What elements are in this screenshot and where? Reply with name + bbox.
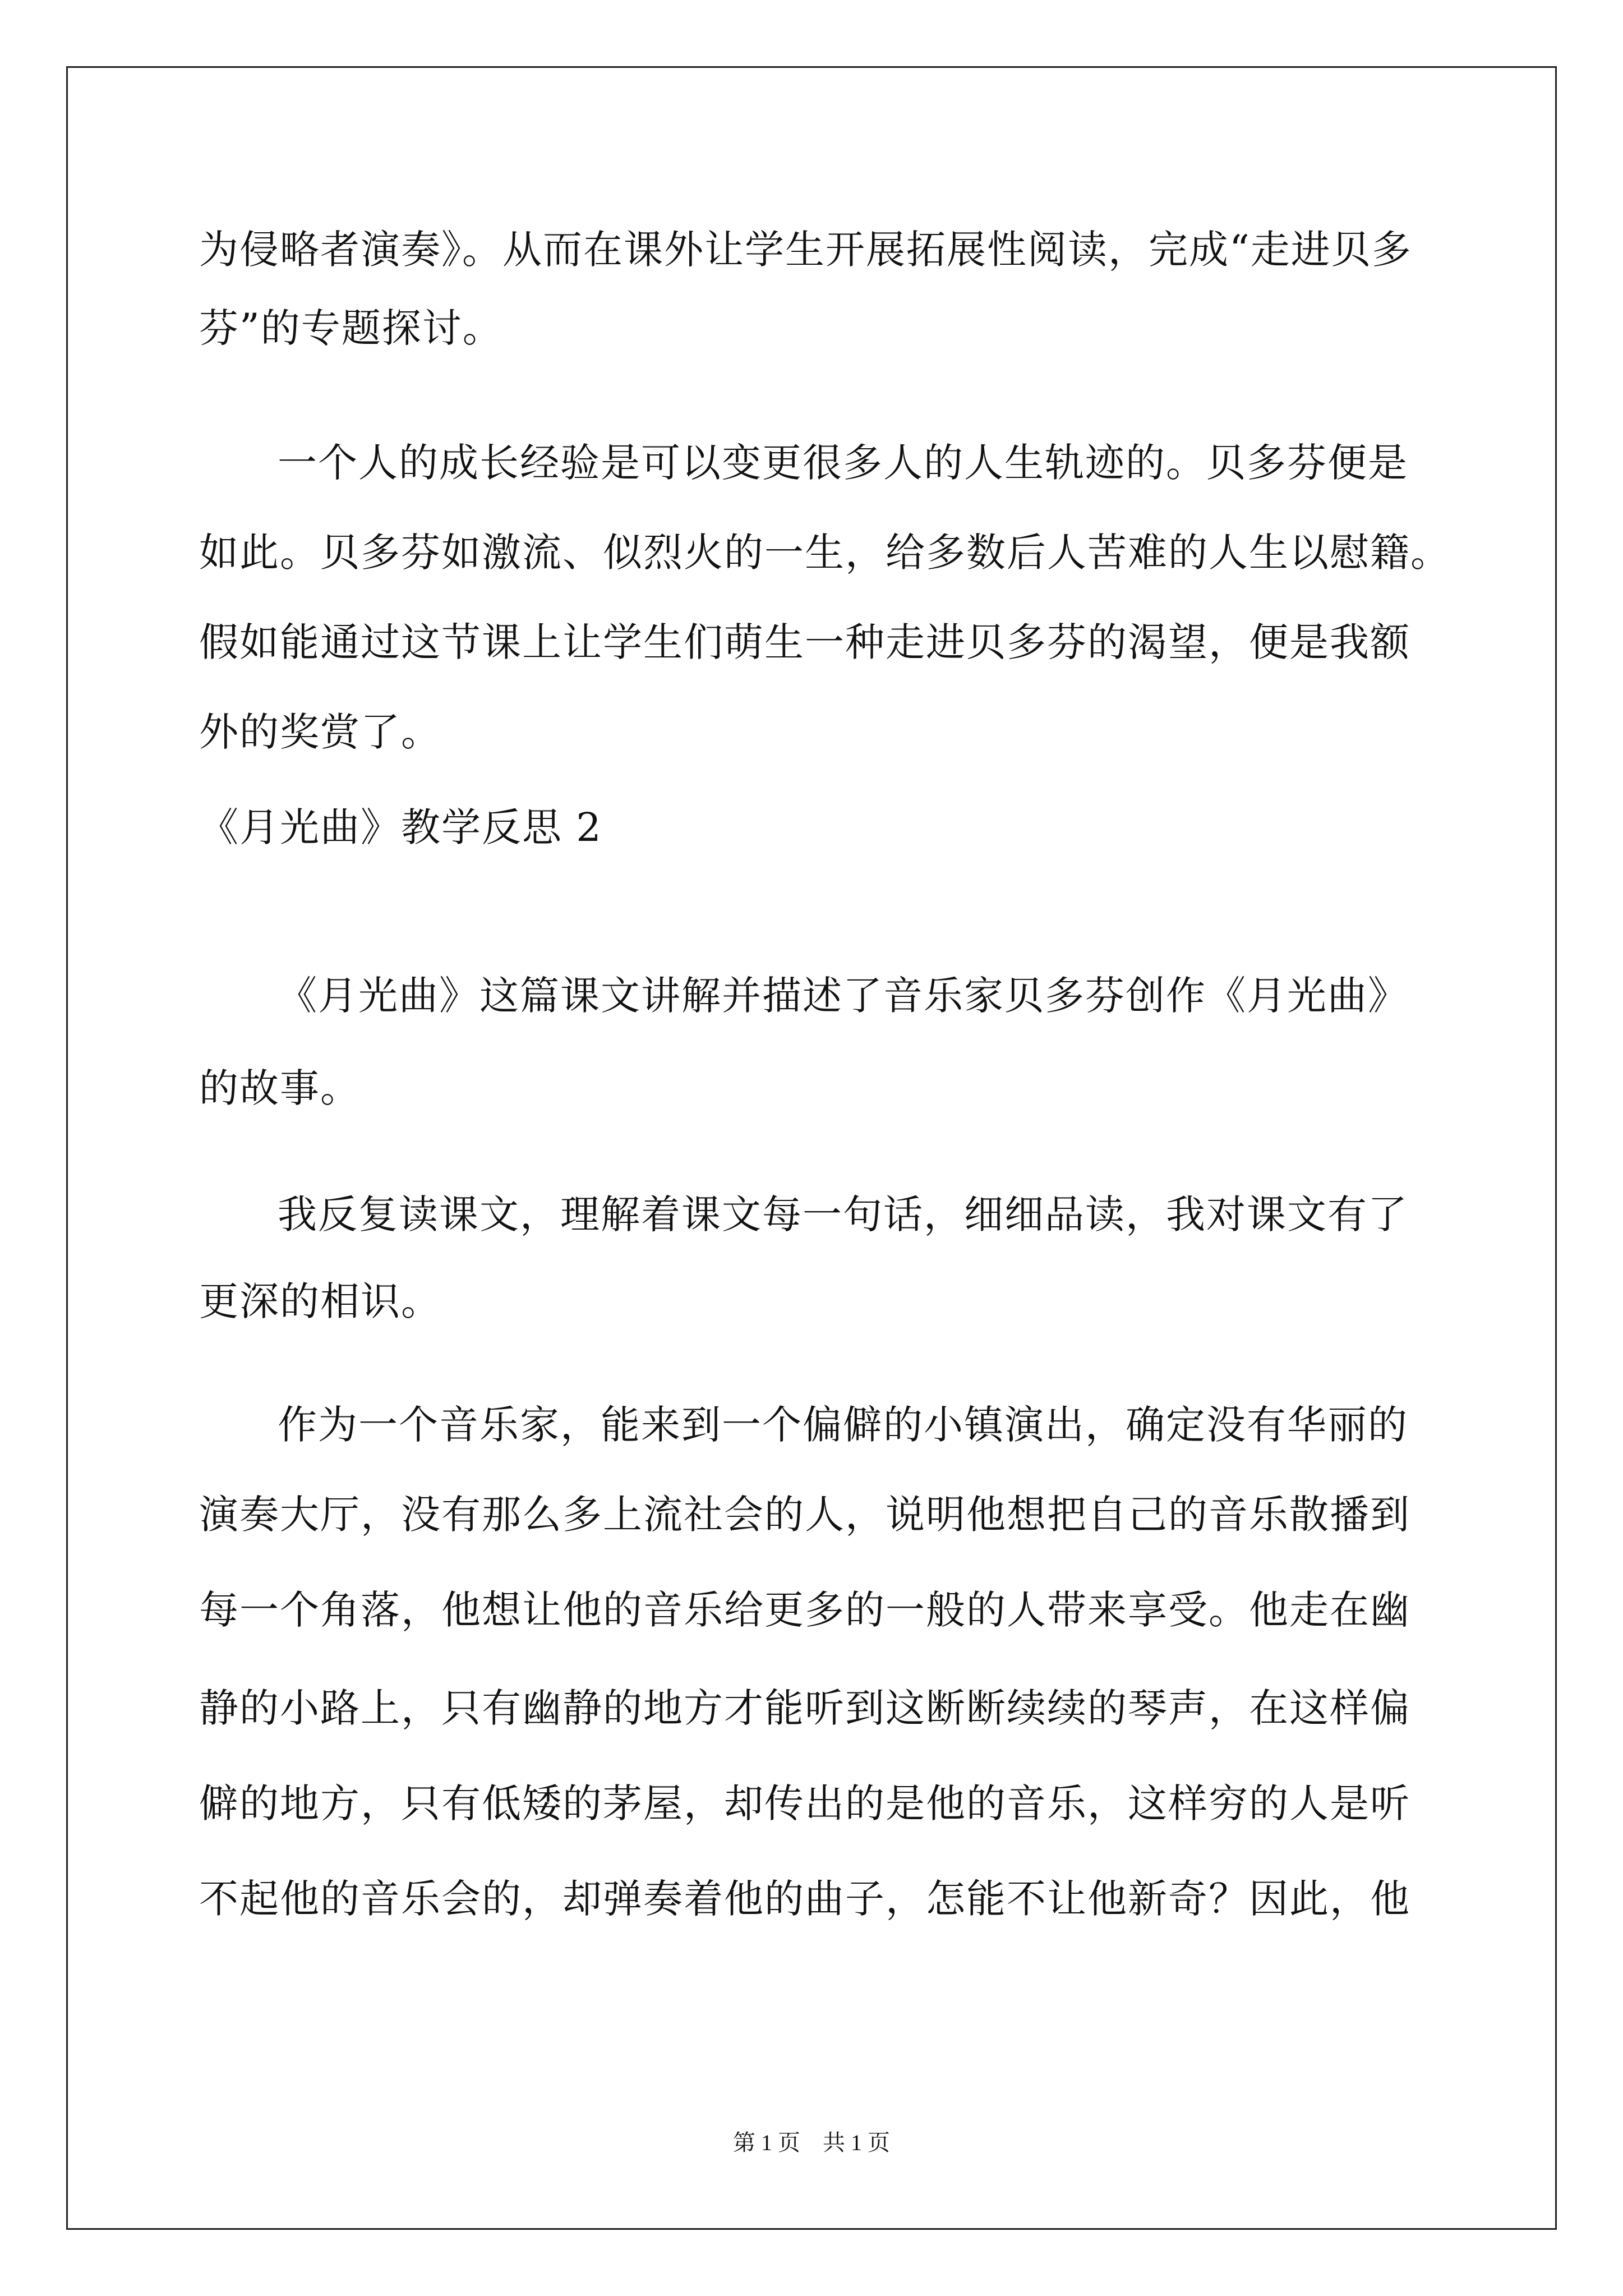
section-heading: 《月光曲》教学反思 2 (199, 804, 602, 850)
paragraph-line: 作为一个音乐家，能来到一个偏僻的小镇演出，确定没有华丽的 (278, 1402, 1408, 1448)
paragraph-line: 如此。贝多芬如激流、似烈火的一生，给多数后人苦难的人生以慰籍。 (199, 530, 1451, 576)
paragraph-line: 我反复读课文，理解着课文每一句话，细细品读，我对课文有了 (278, 1191, 1408, 1237)
paragraph-line: 外的奖赏了。 (199, 709, 441, 755)
paragraph-line: 不起他的音乐会的，却弹奏着他的曲子，怎能不让他新奇？因此，他 (199, 1876, 1410, 1922)
paragraph-line: 静的小路上，只有幽静的地方才能听到这断断续续的琴声，在这样偏 (199, 1685, 1410, 1731)
page-footer: 第 1 页 共 1 页 (733, 2130, 890, 2155)
paragraph-line: 《月光曲》这篇课文讲解并描述了音乐家贝多芬创作《月光曲》 (278, 973, 1408, 1019)
paragraph-line: 演奏大厅，没有那么多上流社会的人，说明他想把自己的音乐散播到 (199, 1492, 1410, 1538)
paragraph-line: 一个人的成长经验是可以变更很多人的人生轨迹的。贝多芬便是 (278, 440, 1408, 486)
paragraph-line: 芬”的专题探讨。 (199, 305, 503, 351)
paragraph-line: 为侵略者演奏》。从而在课外让学生开展拓展性阅读，完成“走进贝多 (199, 227, 1412, 273)
paragraph-line: 每一个角落，他想让他的音乐给更多的一般的人带来享受。他走在幽 (199, 1587, 1410, 1633)
paragraph-line: 假如能通过这节课上让学生们萌生一种走进贝多芬的渴望，便是我额 (199, 619, 1410, 665)
paragraph-line: 的故事。 (199, 1065, 361, 1111)
paragraph-line: 僻的地方，只有低矮的茅屋，却传出的是他的音乐，这样穷的人是听 (199, 1780, 1410, 1826)
paragraph-line: 更深的相识。 (199, 1278, 441, 1324)
